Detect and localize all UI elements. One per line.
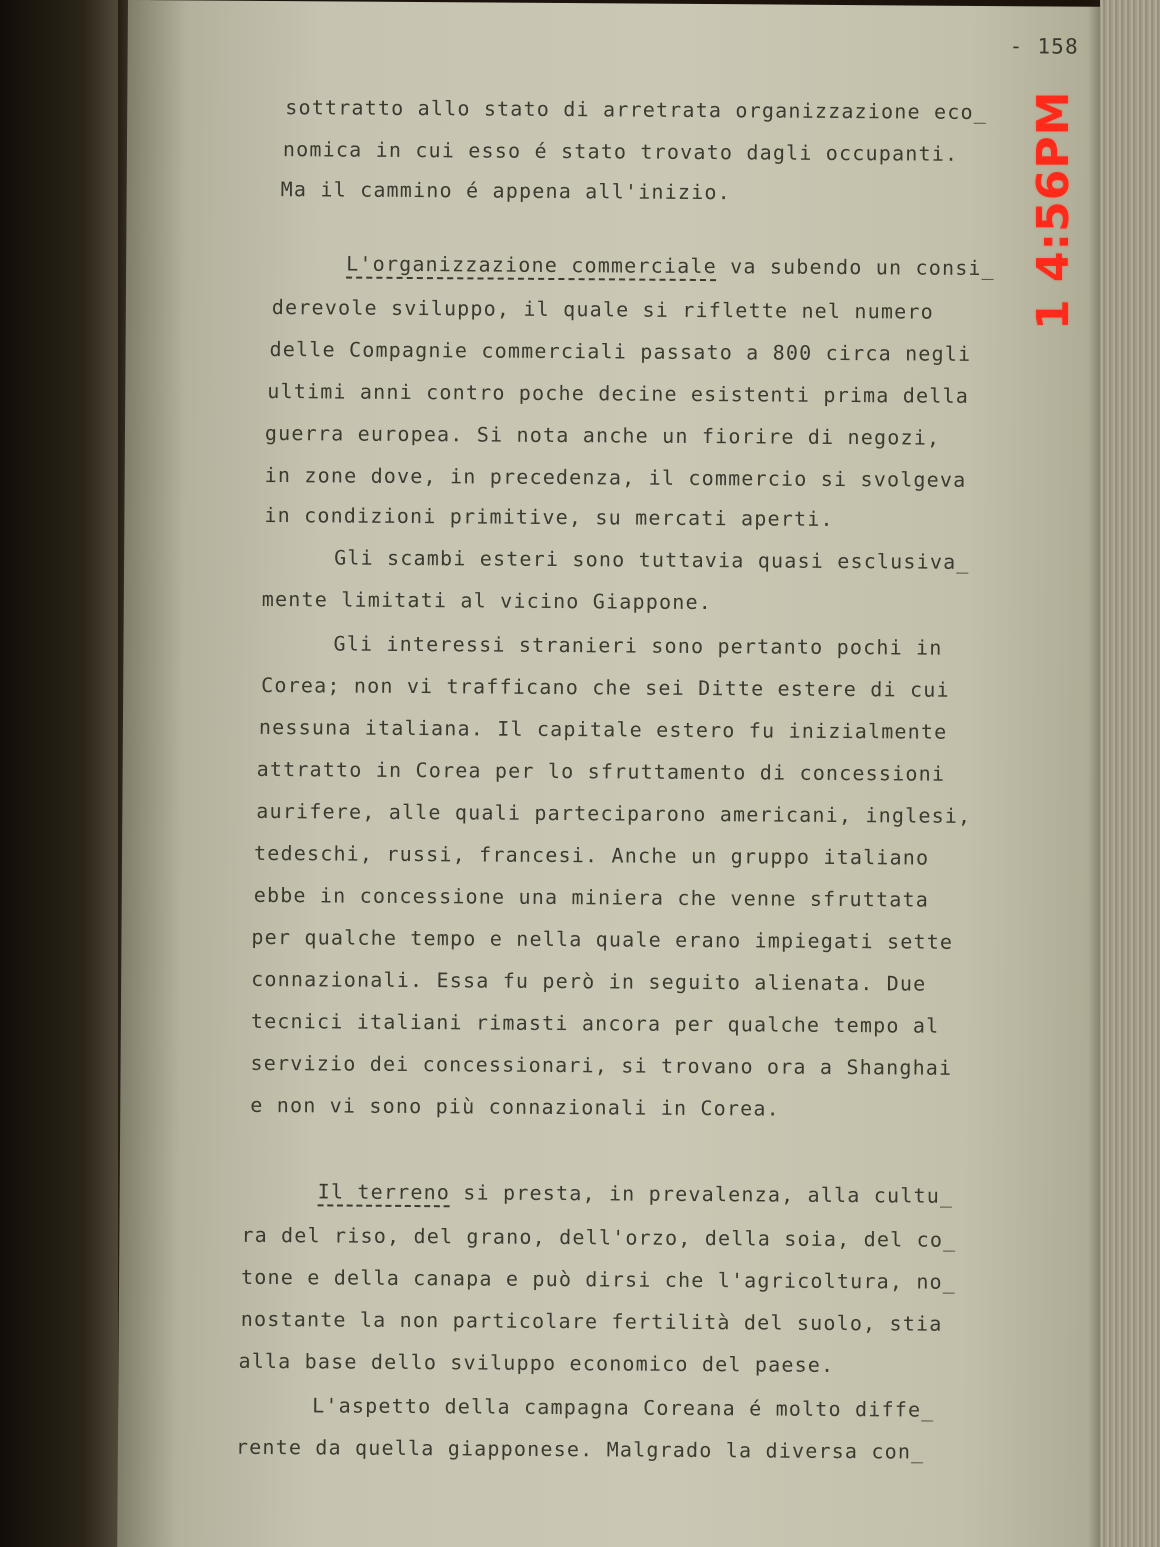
text-line-continuation: si presta, in prevalenza, alla cultu_ xyxy=(450,1180,954,1208)
page-number: - 158 xyxy=(1009,34,1080,59)
text-line: Corea; non vi trafficano che sei Ditte estere di cui xyxy=(261,672,950,702)
text-line: Ma il cammino é appena all'inizio. xyxy=(280,177,731,205)
camera-timestamp: 1 4:56PM xyxy=(1028,90,1079,330)
text-line: in condizioni primitive, su mercati aperti. xyxy=(264,502,834,531)
text-line: per qualche tempo e nella quale erano impiegati sette xyxy=(251,924,954,954)
text-line: nessuna italiana. Il capitale estero fu inizialmente xyxy=(258,714,948,744)
text-line: guerra europea. Si nota anche un fiorire di negozi, xyxy=(264,420,941,450)
text-line: nostante la non particolare fertilità del suolo, stia xyxy=(240,1306,943,1336)
text-line: e non vi sono più connazionali in Corea. xyxy=(250,1092,781,1121)
text-line: mente limitati al vicino Giappone. xyxy=(261,586,713,615)
section-heading-line xyxy=(318,1179,954,1207)
text-line: in zone dove, in precedenza, il commercio si svolgeva xyxy=(264,462,967,492)
book-page-stack xyxy=(1100,0,1160,1547)
text-line: ultimi anni contro poche decine esistenti prima della xyxy=(267,378,970,408)
text-line: nomica in cui esso é stato trovato dagli occupanti. xyxy=(282,137,959,166)
text-line: aurifere, alle quali parteciparono americani, inglesi, xyxy=(256,798,972,828)
text-line: derevole sviluppo, il quale si riflette nel numero xyxy=(271,295,934,324)
text-line: Gli interessi stranieri sono pertanto pochi in xyxy=(333,631,943,660)
text-line: sottratto allo stato di arretrata organizzazione eco_ xyxy=(285,95,988,124)
text-line: attratto in Corea per lo sfruttamento di concessioni xyxy=(256,756,946,786)
text-line-continuation: va subendo un consi_ xyxy=(716,254,996,281)
text-line: rente da quella giapponese. Malgrado la diversa con_ xyxy=(235,1434,925,1464)
text-line: tone e della canapa e può dirsi che l'agricoltura, no_ xyxy=(241,1264,957,1294)
text-line: tecnici italiani rimasti ancora per qualche tempo al xyxy=(250,1008,940,1038)
text-line: Gli scambi esteri sono tuttavia quasi esclusiva_ xyxy=(334,545,970,574)
text-line: connazionali. Essa fu però in seguito alienata. Due xyxy=(251,966,927,996)
text-line: servizio dei concessionari, si trovano ora a Shanghai xyxy=(250,1050,953,1080)
typewritten-page xyxy=(117,0,1118,1547)
text-line: alla base dello sviluppo economico del paese. xyxy=(238,1348,835,1377)
text-line: L'aspetto della campagna Coreana é molto diffe_ xyxy=(312,1393,935,1422)
text-line: tedeschi, russi, francesi. Anche un gruppo italiano xyxy=(253,840,930,870)
section-heading-commercial: L'organizzazione commerciale xyxy=(346,251,717,279)
text-line: delle Compagnie commerciali passato a 800 circa negli xyxy=(269,336,972,366)
text-line: ebbe in concessione una miniera che venne sfruttata xyxy=(253,882,930,912)
section-heading-terrain: Il terreno xyxy=(317,1179,451,1205)
section-heading-line xyxy=(346,252,995,281)
text-line: ra del riso, del grano, dell'orzo, della soia, del co_ xyxy=(241,1222,957,1252)
